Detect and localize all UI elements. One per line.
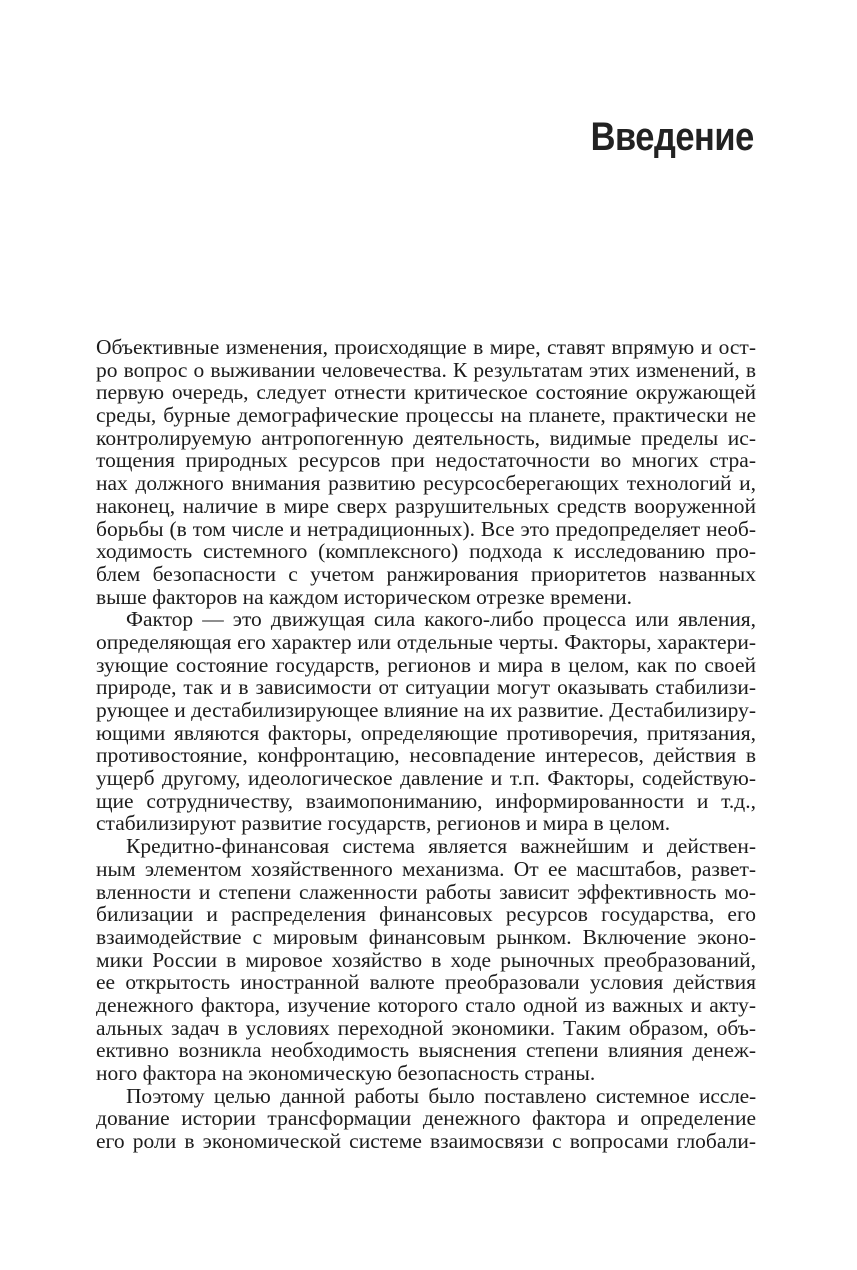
text-line: его роли в экономической системе взаимосвязи с вопросами глобали-	[96, 1129, 756, 1154]
text-line: Фактор — это движущая сила какого-либо процесса или явления,	[126, 607, 756, 632]
text-line: ходимость системного (комплексного) подхода к исследованию про-	[96, 539, 756, 564]
text-line: тощения природных ресурсов при недостаточности во многих стра-	[96, 448, 756, 473]
text-line: мики России в мировое хозяйство в ходе рыночных преобразований,	[96, 947, 756, 972]
text-line: ущерб другому, идеологическое давление и т.п. Факторы, содействую-	[96, 766, 756, 791]
paragraph-research-goal	[96, 1085, 756, 1153]
text-line: Поэтому целью данной работы было поставлено системное иссле-	[126, 1083, 756, 1108]
text-line: альных задач в условиях переходной экономики. Таким образом, объ-	[96, 1015, 756, 1040]
text-line: ро вопрос о выживании человечества. К результатам этих изменений, в	[96, 357, 756, 382]
text-line: противостояние, конфронтацию, несовпадение интересов, действия в	[96, 743, 756, 768]
paragraph-factor-definition	[96, 608, 756, 835]
paragraph-credit-finance-system	[96, 835, 756, 1085]
text-line: нах должного внимания развитию ресурсосберегающих технологий и,	[96, 471, 756, 496]
paragraph-objective-changes	[96, 336, 756, 608]
text-line: среды, бурные демографические процессы на планете, практически не	[96, 403, 756, 428]
text-line: выше факторов на каждом историческом отрезке времени.	[96, 584, 633, 609]
text-line: дование истории трансформации денежного фактора и определение	[96, 1106, 756, 1131]
text-line: ее открытость иностранной валюте преобразовали условия действия	[96, 970, 756, 995]
text-line: зующие состояние государств, регионов и мира в целом, как по своей	[96, 652, 756, 677]
text-line: блем безопасности с учетом ранжирования приоритетов названных	[96, 561, 756, 586]
text-line: щие сотрудничеству, взаимопониманию, информированности и т.д.,	[96, 788, 756, 813]
chapter-title: Введение	[590, 115, 754, 159]
text-line: стабилизируют развитие государств, регионов и мира в целом.	[96, 811, 671, 836]
text-line: взаимодействие с мировым финансовым рынком. Включение эконо-	[96, 924, 756, 949]
text-line: Кредитно-финансовая система является важнейшим и действен-	[126, 834, 756, 859]
text-line: денежного фактора, изучение которого стало одной из важных и акту-	[96, 992, 756, 1017]
text-line: природе, так и в зависимости от ситуации могут оказывать стабилизи-	[96, 675, 756, 700]
text-line: ным элементом хозяйственного механизма. От ее масштабов, развет-	[96, 856, 756, 881]
text-line: вленности и степени слаженности работы зависит эффективность мо-	[96, 879, 756, 904]
text-line: определяющая его характер или отдельные черты. Факторы, характери-	[96, 629, 756, 654]
text-line: рующее и дестабилизирующее влияние на их развитие. Дестабилизиру-	[96, 698, 756, 722]
text-line: ективно возникла необходимость выяснения степени влияния денеж-	[96, 1038, 756, 1063]
text-line: наконец, наличие в мире сверх разрушительных средств вооруженной	[96, 493, 756, 518]
text-line: билизации и распределения финансовых ресурсов государства, его	[96, 902, 756, 927]
body-text	[96, 336, 756, 1153]
text-line: ного фактора на экономическую безопасность страны.	[96, 1061, 596, 1085]
text-line: первую очередь, следует отнести критическое состояние окружающей	[96, 380, 756, 405]
text-line: борьбы (в том числе и нетрадиционных). Все это предопределяет необ-	[96, 516, 756, 541]
text-line: Объективные изменения, происходящие в мире, ставят впрямую и ост-	[96, 335, 756, 359]
text-line: ющими являются факторы, определяющие противоречия, притязания,	[96, 720, 756, 745]
text-line: контролируемую антропогенную деятельность, видимые пределы ис-	[96, 425, 756, 450]
